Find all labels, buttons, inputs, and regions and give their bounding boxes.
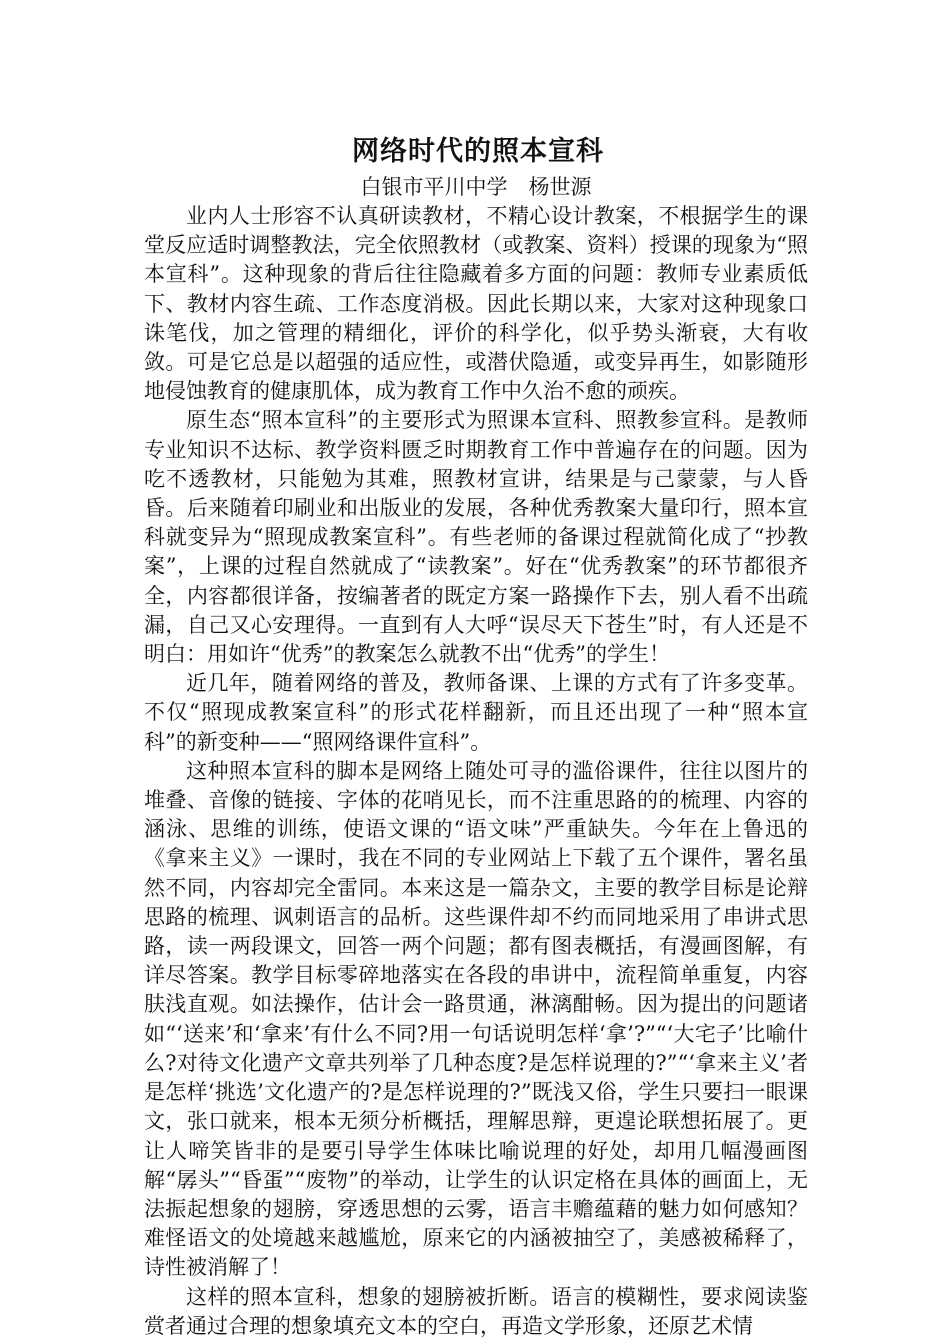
article-title: 网络时代的照本宣科: [352, 136, 604, 167]
author-byline: 白银市平川中学 杨世源: [360, 175, 592, 199]
paragraph-5: 这样的照本宣科，想象的翅膀被折断。语言的模糊性，要求阅读鉴赏者通过合理的想象填充文本的空白，再造文学形象，还原艺术情: [144, 1284, 808, 1338]
paragraph-1: 业内人士形容不认真研读教材，不精心设计教案，不根据学生的课堂反应适时调整教法，完全依照教材（或教案、资料）授课的现象为“照本宣科”。这种现象的背后往往隐藏着多方面的问题：教师专业素质低下、教材内容生疏、工作态度消极。因此长期以来，大家对这种现象口诛笔伐，加之管理的精细化，评价的科学化，似乎势头渐衰，大有收敛。可是它总是以超强的适应性，或潜伏隐遁，或变异再生，如影随形地侵蚀教育的健康肌体，成为教育工作中久治不愈的顽疾。: [144, 204, 808, 404]
paragraph-4: 这种照本宣科的脚本是网络上随处可寻的滥俗课件，往往以图片的堆叠、音像的链接、字体的花哨见长，而不注重思路的的梳理、内容的涵泳、思维的训练，使语文课的“语文味”严重缺失。今年在上鲁迅的《拿来主义》一课时，我在不同的专业网站上下载了五个课件，署名虽然不同，内容却完全雷同。本来这是一篇杂文，主要的教学目标是论辩思路的梳理、讽刺语言的品析。这些课件却不约而同地采用了串讲式思路，读一两段课文，回答一两个问题；都有图表概括，有漫画图解，有详尽答案。教学目标零碎地落实在各段的串讲中，流程简单重复，内容肤浅直观。如法操作，估计会一路贯通，淋漓酣畅。因为提出的问题诸如“‘送来’和‘拿来’有什么不同?用一句话说明怎样‘拿’?”“‘大宅子’比喻什么?对待文化遗产文章共列举了几种态度?是怎样说理的?”“‘拿来主义’者是怎样‘挑选’文化遗产的?是怎样说理的?”既浅又俗，学生只要扫一眼课文，张口就来，根本无须分析概括，理解思辩，更遑论联想拓展了。更让人啼笑皆非的是要引导学生体味比喻说理的好处，却用几幅漫画图解“孱头”“昏蛋”“废物”的举动，让学生的认识定格在具体的画面上，无法振起想象的翅膀，穿透思想的云雾，语言丰赡蕴藉的魅力如何感知？难怪语文的处境越来越尴尬，原来它的内涵被抽空了，美感被稀释了，诗性被消解了！: [144, 758, 808, 1280]
paragraph-3: 近几年，随着网络的普及，教师备课、上课的方式有了许多变革。不仅“照现成教案宣科”的形式花样翻新，而且还出现了一种“照本宣科”的新变种——“照网络课件宣科”。: [144, 671, 808, 754]
article-body: [144, 134, 808, 1341]
paragraph-2: 原生态“照本宣科”的主要形式为照课本宣科、照教参宣科。是教师专业知识不达标、教学资料匮乏时期教育工作中普遍存在的问题。因为吃不透教材，只能勉为其难，照教材宣讲，结果是与己蒙蒙，与人昏昏。后来随着印刷业和出版业的发展，各种优秀教案大量印行，照本宣科就变异为“照现成教案宣科”。有些老师的备课过程就简化成了“抄教案”，上课的过程自然就成了“读教案”。好在“优秀教案”的环节都很齐全，内容都很详备，按编著者的既定方案一路操作下去，别人看不出疏漏，自己又心安理得。一直到有人大呼“误尽天下苍生”时，有人还是不明白：用如许“优秀”的教案怎么就教不出“优秀”的学生！: [144, 408, 808, 667]
